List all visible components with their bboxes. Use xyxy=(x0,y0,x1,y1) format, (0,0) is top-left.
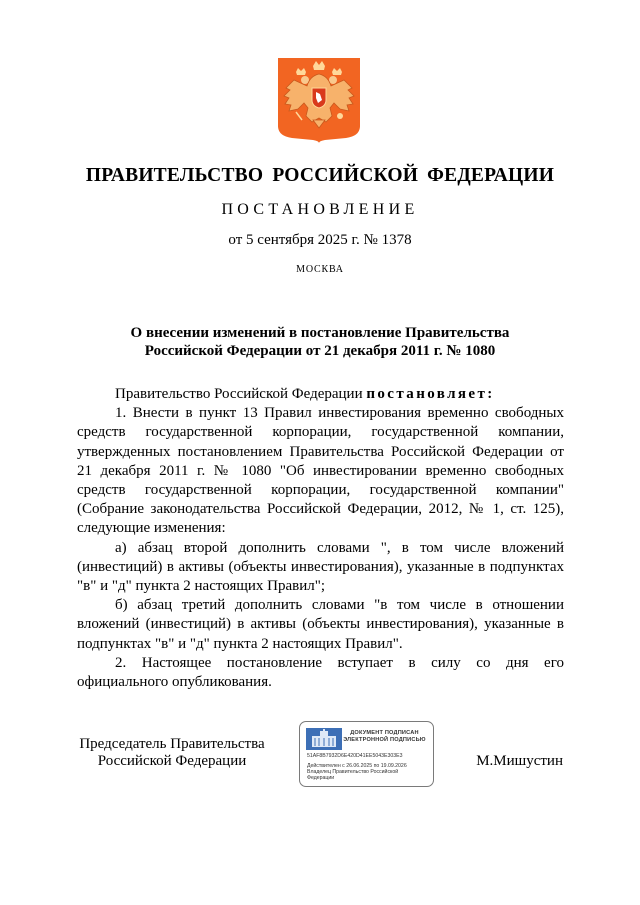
preamble xyxy=(77,385,564,404)
document-date: от 5 сентября 2025 г. № 1378 xyxy=(228,232,412,248)
signer-name: М.Мишустин xyxy=(476,753,563,769)
signer-title-line-1: Председатель Правительства xyxy=(79,736,265,752)
paragraph-a: а) абзац второй дополнить словами ", в том числе вложений (инвестиций) в активы (объекты инвестирования), указанные в подпунктах "в" и "д" пункта 2 настоящих Правил"; xyxy=(77,539,564,595)
subject-line-1: О внесении изменений в постановление Правительства xyxy=(130,325,510,341)
stamp-certificate: 51AF8B7932D6E420D41EE5043E303E3 xyxy=(307,753,403,759)
signer-title-line-2: Российской Федерации xyxy=(97,753,247,769)
paragraph-b: б) абзац третий дополнить словами "в том числе в отношении вложений (инвестиций) в активы (объекты инвестирования), указанные в подпунктах "в" и "д" пункта 2 настоящих Правил". xyxy=(77,597,564,652)
electronic-signature-stamp xyxy=(299,721,434,787)
stamp-heading-line-1: ДОКУМЕНТ ПОДПИСАН xyxy=(350,730,419,736)
stamp-owner-line-1: Владелец Правительство Российской xyxy=(307,769,399,775)
stamp-heading-line-2: ЭЛЕКТРОННОЙ ПОДПИСЬЮ xyxy=(343,737,426,743)
government-building-icon xyxy=(306,728,342,750)
stamp-validity: Действителен с 26.06.2025 по 19.09.2026 xyxy=(307,763,407,769)
preamble-text: Правительство Российской Федерации xyxy=(115,386,367,402)
document-subject xyxy=(100,324,540,360)
signer-title xyxy=(72,736,272,770)
document-city: МОСКВА xyxy=(296,264,344,275)
document-type: ПОСТАНОВЛЕНИЕ xyxy=(221,201,419,218)
subject-line-2: Российской Федерации от 21 декабря 2011 г. № 1080 xyxy=(144,343,496,359)
stamp-heading xyxy=(340,730,429,744)
paragraph-1: 1. Внести в пункт 13 Правил инвестирования временно свободных средств государственной корпорации, государственной компании, утвержденных постановлением Правительства Российской Федерации от 21 декабря 2011 г. № 1080 "Об инвестировании временно свободных средств государственной корпорации, государственной компании" (Собрание законодательства Российской Федерации, 2012, № 1, ст. 125), следующие изменения: xyxy=(77,405,564,537)
coat-of-arms-icon xyxy=(276,56,362,143)
decree-word: постановляет: xyxy=(366,386,495,402)
paragraph-2: 2. Настоящее постановление вступает в силу со дня его официального опубликования. xyxy=(77,654,564,691)
document-body xyxy=(77,385,564,692)
stamp-owner-line-2: Федерации xyxy=(307,775,335,781)
government-title: ПРАВИТЕЛЬСТВО РОССИЙСКОЙ ФЕДЕРАЦИИ xyxy=(85,165,555,186)
